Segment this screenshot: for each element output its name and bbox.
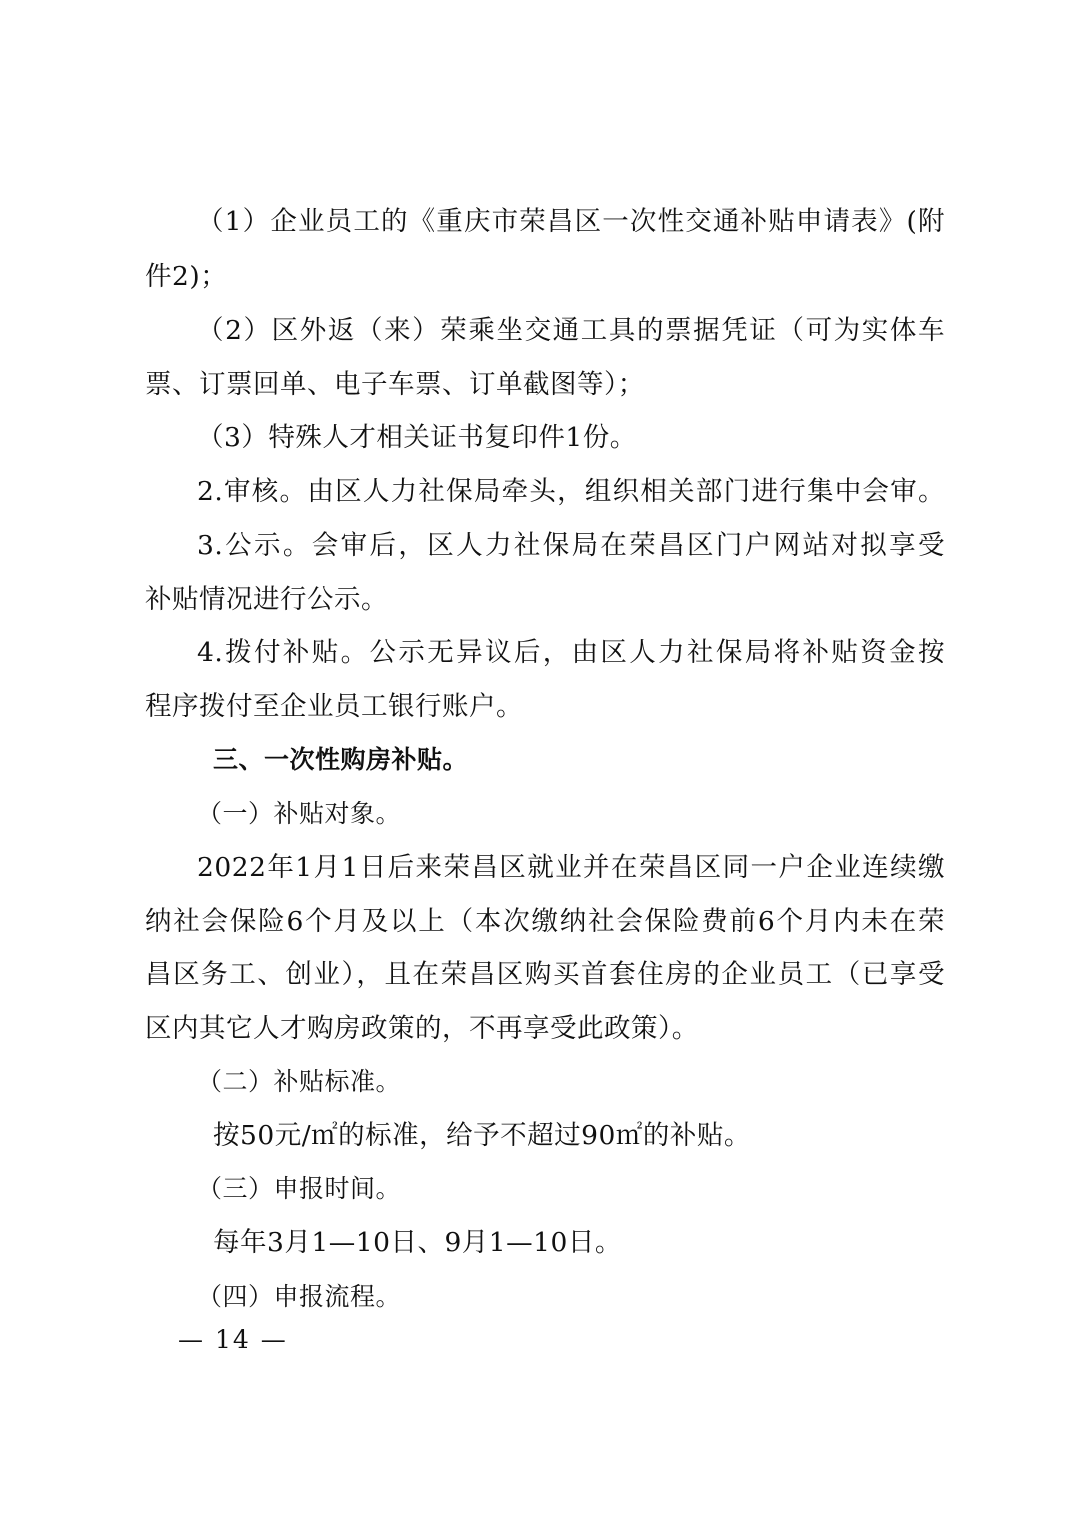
step-4-line-2: 程序拨付至企业员工银行账户。 xyxy=(145,691,523,722)
item-1-line-1: （1）企业员工的《重庆市荣昌区一次性交通补贴申请表》(附 xyxy=(197,206,945,237)
item-2-line-2: 票、订票回单、电子车票、订单截图等）； xyxy=(145,369,645,400)
item-2-line-1: （2）区外返（来）荣乘坐交通工具的票据凭证（可为实体车 xyxy=(197,315,945,346)
page-number: — 14 — xyxy=(178,1325,288,1354)
item-3-line: （3）特殊人才相关证书复印件1份。 xyxy=(197,422,637,453)
step-3-line-2: 补贴情况进行公示。 xyxy=(145,584,388,615)
step-4-line-1: 4.拨付补贴。公示无异议后，由区人力社保局将补贴资金按 xyxy=(197,637,945,668)
eligibility-line-2: 纳社会保险6个月及以上（本次缴纳社会保险费前6个月内未在荣 xyxy=(145,906,945,937)
eligibility-line-1: 2022年1月1日后来荣昌区就业并在荣昌区同一户企业连续缴 xyxy=(197,852,945,883)
application-period: 每年3月1—10日、9月1—10日。 xyxy=(213,1227,622,1258)
eligibility-line-3: 昌区务工、创业），且在荣昌区购买首套住房的企业员工（已享受 xyxy=(145,959,945,990)
step-3-line-1: 3.公示。会审后，区人力社保局在荣昌区门户网站对拟享受 xyxy=(197,530,945,561)
section-3-heading: 三、一次性购房补贴。 xyxy=(213,745,469,774)
subsection-1-heading: （一）补贴对象。 xyxy=(197,799,402,828)
subsidy-standard: 按50元/㎡的标准，给予不超过90㎡的补贴。 xyxy=(213,1120,751,1151)
subsection-4-heading: （四）申报流程。 xyxy=(197,1282,402,1311)
subsection-2-heading: （二）补贴标准。 xyxy=(197,1067,402,1096)
step-2-review: 2.审核。由区人力社保局牵头，组织相关部门进行集中会审。 xyxy=(197,476,945,507)
item-1-line-2: 件2)； xyxy=(145,261,228,292)
subsection-3-heading: （三）申报时间。 xyxy=(197,1174,402,1203)
eligibility-line-4: 区内其它人才购房政策的，不再享受此政策）。 xyxy=(145,1013,699,1044)
